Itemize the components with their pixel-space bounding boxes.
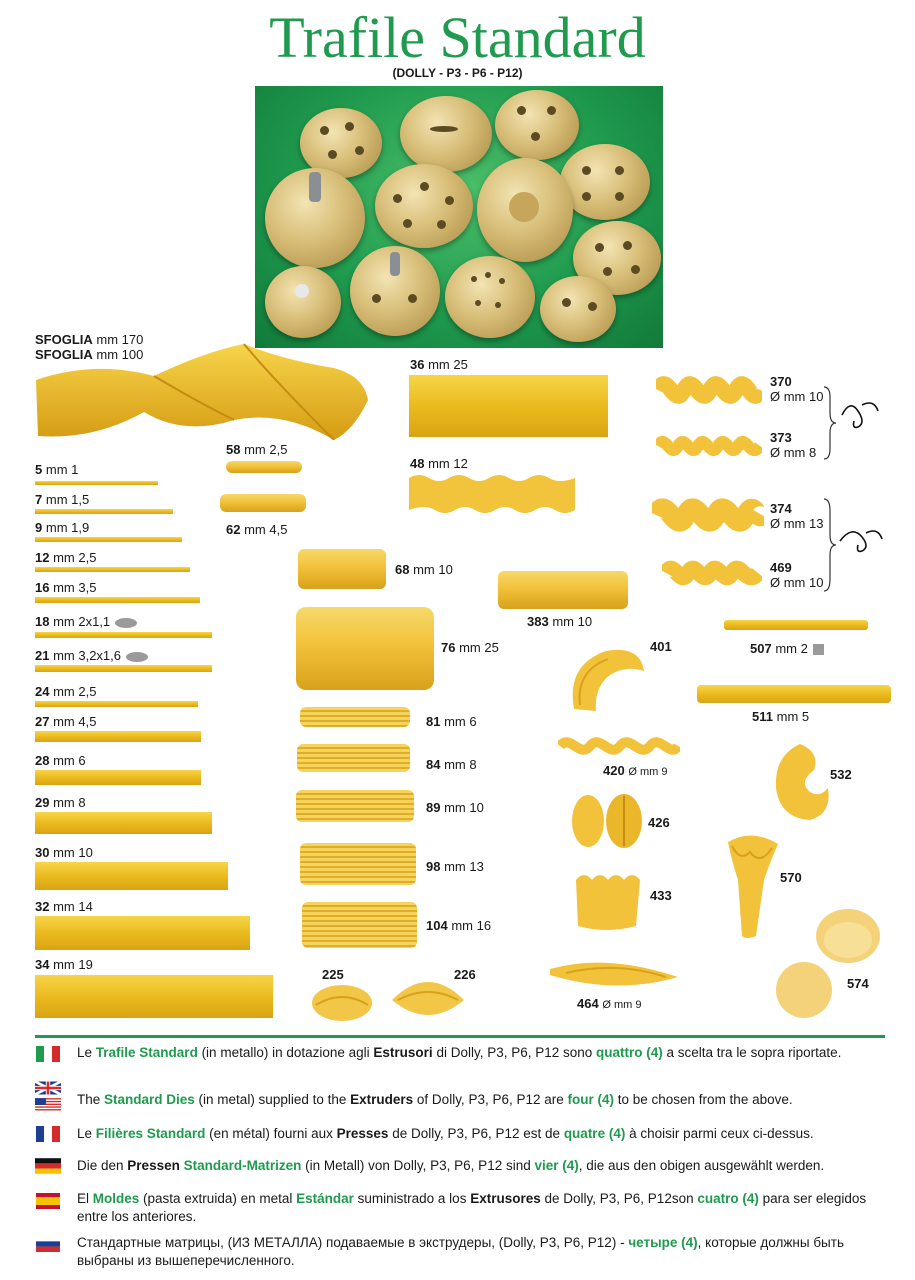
pasta-strip: [35, 916, 250, 950]
oval-swatch: [126, 652, 148, 662]
pasta-label: 32 mm 14: [35, 899, 93, 914]
italy-flag-icon: [35, 1046, 61, 1062]
orecchiette-image: [774, 906, 882, 1022]
pasta-strip: [35, 481, 158, 485]
pasta-strip: [724, 620, 868, 630]
pasta-strip: [35, 597, 200, 603]
fusilli-image: [656, 370, 762, 410]
square-swatch: [813, 644, 824, 655]
pasta-strip: [35, 731, 201, 742]
note-russian: Стандартные матрицы, (ИЗ МЕТАЛЛА) подаваемые в экструдеры, (Dolly, P3, P6, P12) - четыре (4), которые должны быть выбраны из вышеперечисленного.: [77, 1235, 844, 1268]
pasta-strip: [35, 862, 228, 890]
pasta-strip: [35, 665, 212, 672]
pasta-label: 532: [830, 767, 852, 782]
pasta-label: 401: [650, 639, 672, 654]
pasta-label: 27 mm 4,5: [35, 714, 97, 729]
fusilli-image: [652, 492, 764, 538]
pasta-label: 98 mm 13: [426, 859, 484, 874]
fusilli-image: [662, 556, 762, 590]
pasta-label: 433: [650, 888, 672, 903]
die-extruder-head: [265, 168, 365, 268]
twisted-pasta-image: [546, 957, 682, 991]
pasta-strip: [35, 975, 273, 1018]
lasagna-strip: [409, 375, 608, 437]
ruffled-pasta-image: [570, 870, 644, 932]
pasta-label: 374 Ø mm 13: [770, 501, 824, 531]
pasta-label: 104 mm 16: [426, 918, 492, 933]
pasta-strip: [35, 537, 182, 542]
pasta-strip: [35, 567, 190, 572]
die-disc: [540, 276, 616, 342]
sheet-label: SFOGLIA mm 100: [35, 347, 144, 362]
pasta-strip: [35, 701, 198, 707]
uk-flag-icon: [35, 1081, 61, 1095]
pasta-label: 7 mm 1,5: [35, 492, 90, 507]
pasta-label: 570: [780, 870, 802, 885]
horn-pasta-image: [770, 742, 836, 822]
dies-photo: [255, 86, 663, 348]
pasta-label: 226: [454, 967, 476, 982]
pasta-label: 28 mm 6: [35, 753, 86, 768]
pasta-label: 30 mm 10: [35, 845, 93, 860]
pasta-label: 24 mm 2,5: [35, 684, 97, 699]
note-french: Le Filières Standard (en métal) fourni aux Presses de Dolly, P3, P6, P12 est de quatre (4) à choisir parmi ceux ci-dessus.: [77, 1126, 814, 1141]
note-italian: Le Trafile Standard (in metallo) in dotazione agli Estrusori di Dolly, P3, P6, P12 sono quattro (4) a scelta tra le sopra riportate.: [77, 1045, 842, 1060]
shell-pasta-image: [388, 970, 468, 1022]
note-english: The Standard Dies (in metal) supplied to the Extruders of Dolly, P3, P6, P12 are four (4) to be chosen from the above.: [77, 1092, 793, 1107]
pasta-label: 62 mm 4,5: [226, 522, 288, 537]
die-cone: [350, 246, 440, 336]
pasta-label: 383 mm 10: [527, 614, 593, 629]
die-disc: [445, 256, 535, 338]
fusilli-image: [656, 430, 762, 462]
germany-flag-icon: [35, 1158, 61, 1174]
pasta-label: 68 mm 10: [395, 562, 453, 577]
die-disc: [495, 90, 579, 160]
sheet-label: SFOGLIA mm 170: [35, 332, 144, 347]
page-title: Trafile Standard: [269, 5, 646, 70]
gnocchi-pasta-image: [568, 792, 648, 850]
die-disc: [560, 144, 650, 220]
pasta-strip: [35, 509, 173, 514]
pasta-label: 36 mm 25: [410, 357, 468, 372]
pasta-tube: [498, 571, 628, 609]
pasta-tube: [226, 461, 302, 473]
oval-swatch: [115, 618, 137, 628]
pasta-strip: [35, 812, 212, 834]
die-cone: [477, 158, 573, 262]
pasta-label: 9 mm 1,9: [35, 520, 90, 535]
pasta-label: 507 mm 2: [750, 641, 824, 656]
pasta-label: 370 Ø mm 10: [770, 374, 824, 404]
pasta-strip: [35, 770, 201, 785]
die-disc: [265, 266, 341, 338]
pasta-label: 574: [847, 976, 869, 991]
die-disc: [400, 96, 492, 172]
sfoglia-sheet-image: [34, 340, 370, 440]
pasta-label: 18 mm 2x1,1: [35, 614, 137, 629]
spain-flag-icon: [35, 1193, 61, 1209]
ruffled-pasta-image: [566, 645, 646, 715]
pasta-strip: [697, 685, 891, 703]
pasta-label: 225: [322, 967, 344, 982]
pasta-label: 89 mm 10: [426, 800, 484, 815]
pasta-label: 373 Ø mm 8: [770, 430, 817, 460]
pasta-label: 469 Ø mm 10: [770, 560, 824, 590]
pasta-tube: [297, 744, 410, 772]
spiral-bracket-icon: [822, 383, 886, 463]
pasta-label: 420 Ø mm 9: [603, 763, 668, 778]
pasta-label: 48 mm 12: [410, 456, 468, 471]
twisted-pasta-image: [558, 733, 680, 759]
france-flag-icon: [35, 1126, 61, 1142]
pasta-label: 16 mm 3,5: [35, 580, 97, 595]
pasta-tube: [302, 902, 417, 948]
pasta-label: 58 mm 2,5: [226, 442, 288, 457]
section-divider: [35, 1035, 885, 1038]
russia-flag-icon: [35, 1236, 61, 1252]
pasta-label: 84 mm 8: [426, 757, 477, 772]
die-disc: [375, 164, 473, 248]
pasta-label: 34 mm 19: [35, 957, 93, 972]
spiral-bracket-icon: [822, 495, 886, 595]
shell-pasta-image: [310, 983, 374, 1023]
pasta-tube: [300, 843, 416, 885]
pasta-label: 5 mm 1: [35, 462, 79, 477]
note-german: Die den Pressen Standard-Matrizen (in Metall) von Dolly, P3, P6, P12 sind vier (4), die aus den obigen ausgewählt werden.: [77, 1158, 825, 1173]
pasta-label: 76 mm 25: [441, 640, 499, 655]
pasta-label: 81 mm 6: [426, 714, 477, 729]
pasta-label: 12 mm 2,5: [35, 550, 97, 565]
pasta-label: 29 mm 8: [35, 795, 86, 810]
pasta-label: 464 Ø mm 9: [577, 996, 642, 1011]
pasta-label: 21 mm 3,2x1,6: [35, 648, 148, 663]
wavy-strip-image: [409, 472, 575, 516]
pasta-tube: [298, 549, 386, 589]
page-subtitle: (DOLLY - P3 - P6 - P12): [392, 66, 523, 80]
pasta-tube: [220, 494, 306, 512]
pasta-label: 511 mm 5: [752, 709, 810, 724]
pasta-tube: [296, 607, 434, 690]
usa-flag-icon: [35, 1098, 61, 1112]
pasta-strip: [35, 632, 212, 638]
note-spanish: El Moldes (pasta extruida) en metal Estándar suministrado a los Extrusores de Dolly, P3, P6, P12son cuatro (4) para ser elegidos entre los anteriores.: [77, 1191, 867, 1224]
pasta-tube: [296, 790, 414, 822]
pasta-label: 426: [648, 815, 670, 830]
pasta-tube: [300, 707, 410, 727]
